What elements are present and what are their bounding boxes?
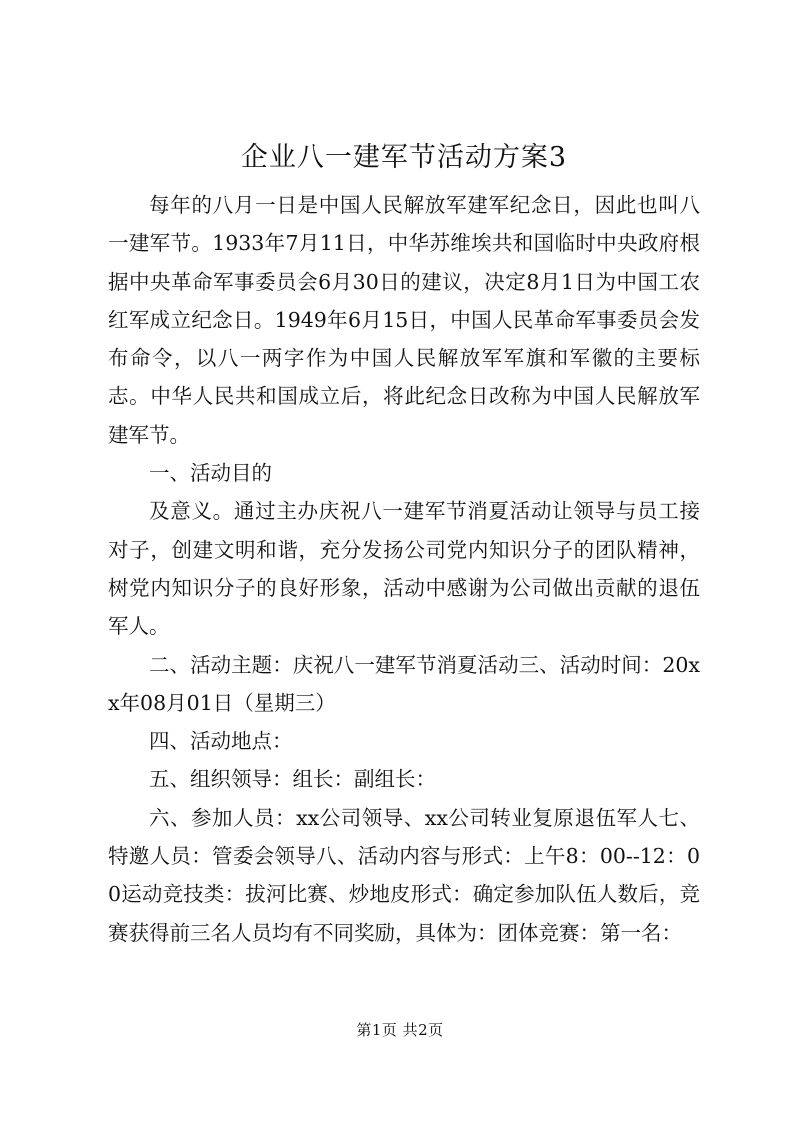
paragraph-participants: 六、参加人员：xx公司领导、xx公司转业复原退伍军人七、特邀人员：管委会领导八、活动内容与形式：上午8：00--12：00运动竞技类：拔河比赛、炒地皮形式：确定参加队伍人数后，竞赛获得前三名人员均有不同奖励，具体为：团体竞赛：第一名： bbox=[108, 805, 700, 945]
page-number-footer: 第1页 共2页 bbox=[356, 1021, 444, 1039]
paragraph-intro: 每年的八月一日是中国人民解放军建军纪念日，因此也叫八一建军节。1933年7月11日，中华苏维埃共和国临时中央政府根据中央革命军事委员会6月30日的建议，决定8月1日为中国工农红军成立纪念日。1949年6月15日，中国人民革命军事委员会发布命令，以八一两字作为中国人民解放军军旗和军徽的主要标志。中华人民共和国成立后，将此纪念日改称为中国人民解放军建军节。 bbox=[108, 193, 700, 447]
document-body bbox=[108, 186, 700, 952]
paragraph-organization: 五、组织领导：组长：副组长： bbox=[149, 767, 436, 792]
paragraph-theme-time: 二、活动主题：庆祝八一建军节消夏活动三、活动时间：20xx年08月01日（星期三） bbox=[108, 652, 700, 715]
document-title: 企业八一建军节活动方案3 bbox=[240, 142, 568, 173]
section-heading-purpose: 一、活动目的 bbox=[149, 461, 272, 486]
paragraph-location: 四、活动地点： bbox=[149, 729, 293, 754]
paragraph-purpose: 及意义。通过主办庆祝八一建军节消夏活动让领导与员工接对子，创建文明和谐，充分发扬公司党内知识分子的团队精神，树党内知识分子的良好形象，活动中感谢为公司做出贡献的退伍军人。 bbox=[108, 499, 700, 639]
